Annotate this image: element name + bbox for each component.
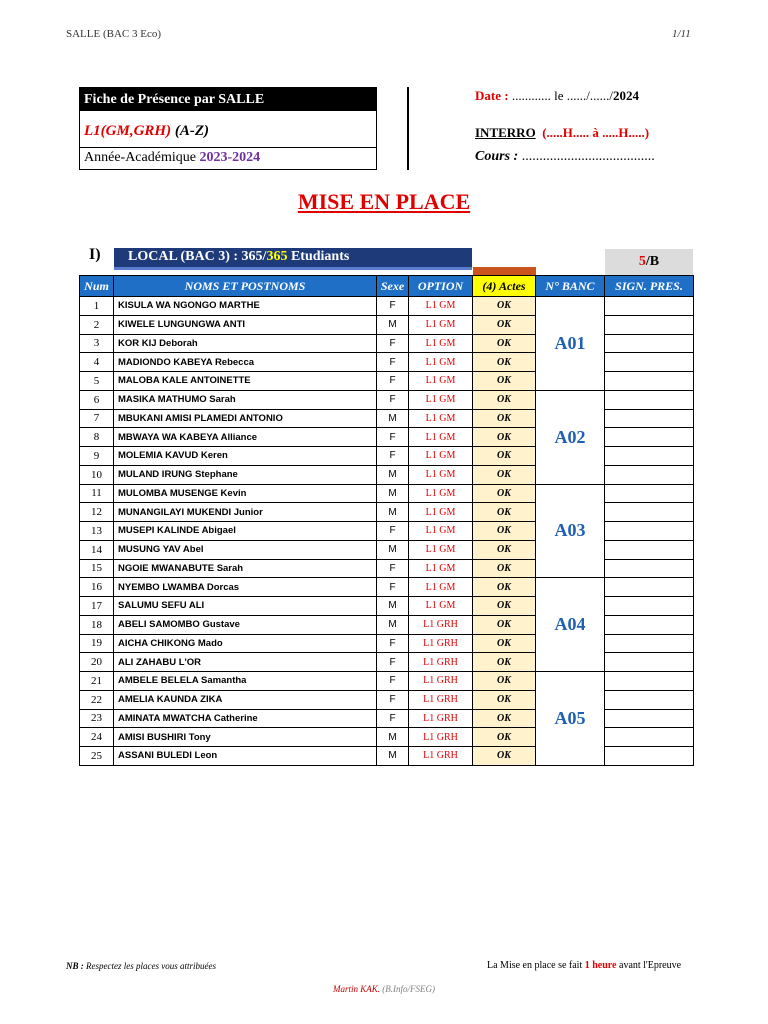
signature-cell[interactable] (605, 597, 694, 616)
student-sex: M (377, 409, 409, 428)
student-name: KIWELE LUNGUNGWA ANTI (114, 315, 377, 334)
actes-status: OK (473, 465, 536, 484)
student-name: ALI ZAHABU L'OR (114, 653, 377, 672)
signature-cell[interactable] (605, 297, 694, 316)
fiche-box (79, 87, 377, 170)
author-name: Martin KAK. (333, 984, 381, 994)
row-num: 17 (80, 597, 114, 616)
attendance-table (79, 275, 694, 766)
student-option: L1 GRH (409, 653, 473, 672)
row-num: 8 (80, 428, 114, 447)
local-count: 365 (266, 249, 288, 264)
signature-cell[interactable] (605, 709, 694, 728)
student-name: MUSUNG YAV Abel (114, 540, 377, 559)
student-name: MULOMBA MUSENGE Kevin (114, 484, 377, 503)
student-name: MADIONDO KABEYA Rebecca (114, 353, 377, 372)
row-num: 11 (80, 484, 114, 503)
interro-label: INTERRO (475, 125, 536, 140)
header-option: OPTION (409, 276, 473, 297)
student-sex: M (377, 597, 409, 616)
actes-status: OK (473, 709, 536, 728)
author-signature (0, 984, 768, 994)
salle-page-suffix: /B (645, 254, 660, 269)
signature-cell[interactable] (605, 540, 694, 559)
student-sex: F (377, 390, 409, 409)
student-sex: M (377, 728, 409, 747)
actes-status: OK (473, 672, 536, 691)
row-num: 9 (80, 447, 114, 466)
row-num: 7 (80, 409, 114, 428)
student-option: L1 GM (409, 484, 473, 503)
row-num: 12 (80, 503, 114, 522)
signature-cell[interactable] (605, 615, 694, 634)
table-row (80, 578, 694, 597)
student-name: NGOIE MWANABUTE Sarah (114, 559, 377, 578)
student-sex: F (377, 709, 409, 728)
row-num: 13 (80, 522, 114, 541)
header-num: Num (80, 276, 114, 297)
signature-cell[interactable] (605, 353, 694, 372)
student-name: MOLEMIA KAVUD Keren (114, 447, 377, 466)
student-sex: F (377, 634, 409, 653)
actes-status: OK (473, 653, 536, 672)
student-name: ASSANI BULEDI Leon (114, 747, 377, 766)
student-sex: F (377, 690, 409, 709)
row-num: 5 (80, 372, 114, 391)
table-row (80, 297, 694, 316)
academic-year (84, 150, 260, 166)
student-name: AMINATA MWATCHA Catherine (114, 709, 377, 728)
student-option: L1 GM (409, 465, 473, 484)
table-row (80, 390, 694, 409)
student-option: L1 GRH (409, 747, 473, 766)
student-sex: F (377, 653, 409, 672)
student-name: KISULA WA NGONGO MARTHE (114, 297, 377, 316)
actes-status: OK (473, 315, 536, 334)
signature-cell[interactable] (605, 559, 694, 578)
signature-cell[interactable] (605, 634, 694, 653)
student-sex: F (377, 353, 409, 372)
row-num: 6 (80, 390, 114, 409)
student-name: NYEMBO LWAMBA Dorcas (114, 578, 377, 597)
row-num: 22 (80, 690, 114, 709)
interro-value: (.....H..... à .....H.....) (542, 125, 650, 140)
timing-post: avant l'Epreuve (616, 960, 682, 971)
signature-cell[interactable] (605, 390, 694, 409)
student-option: L1 GM (409, 334, 473, 353)
header-names: NOMS ET POSTNOMS (114, 276, 377, 297)
actes-status: OK (473, 409, 536, 428)
header-actes: (4) Actes (473, 276, 536, 297)
row-num: 19 (80, 634, 114, 653)
section-number: I) (89, 246, 101, 263)
nb-note (66, 961, 216, 971)
student-option: L1 GM (409, 447, 473, 466)
student-option: L1 GRH (409, 672, 473, 691)
student-sex: F (377, 559, 409, 578)
signature-cell[interactable] (605, 522, 694, 541)
student-sex: M (377, 484, 409, 503)
actes-status: OK (473, 615, 536, 634)
actes-status: OK (473, 372, 536, 391)
student-name: MASIKA MATHUMO Sarah (114, 390, 377, 409)
signature-cell[interactable] (605, 372, 694, 391)
interro-line (475, 125, 649, 141)
row-num: 10 (80, 465, 114, 484)
vertical-separator (407, 87, 409, 170)
table-row (80, 672, 694, 691)
student-sex: M (377, 315, 409, 334)
actes-status: OK (473, 428, 536, 447)
local-prefix: LOCAL (BAC 3) : 365/ (128, 249, 267, 264)
student-name: AMISI BUSHIRI Tony (114, 728, 377, 747)
actes-status: OK (473, 334, 536, 353)
signature-cell[interactable] (605, 465, 694, 484)
student-option: L1 GRH (409, 690, 473, 709)
timing-note (487, 960, 681, 971)
local-underline (114, 267, 472, 270)
table-row (80, 484, 694, 503)
author-affiliation: (B.Info/FSEG) (380, 984, 435, 994)
student-name: ABELI SAMOMBO Gustave (114, 615, 377, 634)
actes-status: OK (473, 484, 536, 503)
bench-cell: A01 (536, 297, 605, 391)
running-header-left: SALLE (BAC 3 Eco) (66, 28, 162, 40)
signature-cell[interactable] (605, 334, 694, 353)
row-num: 3 (80, 334, 114, 353)
fiche-divider (80, 147, 376, 148)
student-option: L1 GM (409, 372, 473, 391)
bench-cell: A05 (536, 672, 605, 766)
header-banc: N° BANC (536, 276, 605, 297)
signature-cell[interactable] (605, 653, 694, 672)
date-year: 2024 (612, 88, 639, 103)
signature-cell[interactable] (605, 690, 694, 709)
student-option: L1 GM (409, 578, 473, 597)
fiche-class (84, 123, 209, 140)
row-num: 1 (80, 297, 114, 316)
signature-cell[interactable] (605, 747, 694, 766)
salle-page-box (605, 249, 693, 275)
student-name: AMELIA KAUNDA ZIKA (114, 690, 377, 709)
signature-cell[interactable] (605, 409, 694, 428)
row-num: 18 (80, 615, 114, 634)
nb-label: NB : (66, 961, 86, 971)
bench-cell: A02 (536, 390, 605, 484)
cours-dots: ...................................... (521, 149, 655, 164)
student-sex: F (377, 522, 409, 541)
student-option: L1 GM (409, 540, 473, 559)
signature-cell[interactable] (605, 447, 694, 466)
salle-page-number: 5 (638, 254, 646, 269)
student-name: MBUKANI AMISI PLAMEDI ANTONIO (114, 409, 377, 428)
signature-cell[interactable] (605, 428, 694, 447)
academic-year-label: Année-Académique (84, 150, 200, 165)
class-range: (A-Z) (171, 123, 209, 139)
fiche-title: Fiche de Présence par SALLE (80, 88, 376, 111)
student-name: AICHA CHIKONG Mado (114, 634, 377, 653)
date-dots: ............ (511, 88, 551, 103)
signature-cell[interactable] (605, 672, 694, 691)
bench-cell: A03 (536, 484, 605, 578)
student-option: L1 GRH (409, 709, 473, 728)
student-name: SALUMU SEFU ALI (114, 597, 377, 616)
student-name: MALOBA KALE ANTOINETTE (114, 372, 377, 391)
row-num: 14 (80, 540, 114, 559)
header-signature: SIGN. PRES. (605, 276, 694, 297)
student-name: MUSEPI KALINDE Abigael (114, 522, 377, 541)
actes-status: OK (473, 297, 536, 316)
actes-status: OK (473, 503, 536, 522)
row-num: 20 (80, 653, 114, 672)
row-num: 15 (80, 559, 114, 578)
student-option: L1 GRH (409, 728, 473, 747)
student-sex: M (377, 465, 409, 484)
page-counter: 1/11 (672, 28, 691, 40)
academic-year-value: 2023-2024 (199, 150, 261, 165)
student-sex: M (377, 503, 409, 522)
student-option: L1 GRH (409, 615, 473, 634)
student-option: L1 GM (409, 390, 473, 409)
signature-cell[interactable] (605, 503, 694, 522)
local-suffix: Etudiants (287, 249, 350, 264)
student-sex: F (377, 578, 409, 597)
actes-status: OK (473, 690, 536, 709)
date-line (475, 88, 639, 104)
student-name: MBWAYA WA KABEYA Alliance (114, 428, 377, 447)
page-title: MISE EN PLACE (297, 189, 471, 214)
row-num: 25 (80, 747, 114, 766)
row-num: 21 (80, 672, 114, 691)
student-option: L1 GM (409, 315, 473, 334)
student-sex: M (377, 540, 409, 559)
row-num: 2 (80, 315, 114, 334)
timing-highlight: 1 heure (584, 960, 617, 971)
nb-text: Respectez les places vous attribuées (86, 961, 216, 971)
student-sex: F (377, 334, 409, 353)
actes-status: OK (473, 747, 536, 766)
student-sex: F (377, 447, 409, 466)
bench-cell: A04 (536, 578, 605, 672)
date-label: Date : (475, 88, 512, 103)
student-sex: F (377, 297, 409, 316)
student-name: MUNANGILAYI MUKENDI Junior (114, 503, 377, 522)
timing-pre: La Mise en place se fait (487, 960, 585, 971)
actes-status: OK (473, 522, 536, 541)
student-option: L1 GM (409, 409, 473, 428)
student-option: L1 GM (409, 559, 473, 578)
student-name: AMBELE BELELA Samantha (114, 672, 377, 691)
actes-status: OK (473, 634, 536, 653)
student-sex: F (377, 428, 409, 447)
header-sex: Sexe (377, 276, 409, 297)
student-sex: F (377, 372, 409, 391)
row-num: 16 (80, 578, 114, 597)
date-mid: le ....../....../ (550, 88, 613, 103)
signature-cell[interactable] (605, 728, 694, 747)
attendance-body (80, 297, 694, 766)
cours-label: Cours : (475, 149, 522, 164)
student-name: KOR KIJ Deborah (114, 334, 377, 353)
student-sex: M (377, 615, 409, 634)
actes-status: OK (473, 597, 536, 616)
row-num: 24 (80, 728, 114, 747)
signature-cell[interactable] (605, 578, 694, 597)
student-option: L1 GM (409, 503, 473, 522)
student-option: L1 GM (409, 522, 473, 541)
table-header-row (80, 276, 694, 297)
student-option: L1 GRH (409, 634, 473, 653)
actes-marker-bar (473, 267, 536, 275)
row-num: 4 (80, 353, 114, 372)
actes-status: OK (473, 728, 536, 747)
actes-status: OK (473, 353, 536, 372)
signature-cell[interactable] (605, 484, 694, 503)
actes-status: OK (473, 578, 536, 597)
class-code: L1(GM,GRH) (84, 123, 172, 139)
actes-status: OK (473, 390, 536, 409)
row-num: 23 (80, 709, 114, 728)
student-sex: F (377, 672, 409, 691)
student-option: L1 GM (409, 353, 473, 372)
actes-status: OK (473, 559, 536, 578)
student-sex: M (377, 747, 409, 766)
signature-cell[interactable] (605, 315, 694, 334)
student-option: L1 GM (409, 428, 473, 447)
actes-status: OK (473, 540, 536, 559)
student-option: L1 GM (409, 297, 473, 316)
actes-status: OK (473, 447, 536, 466)
student-option: L1 GM (409, 597, 473, 616)
cours-line (475, 149, 655, 165)
student-name: MULAND IRUNG Stephane (114, 465, 377, 484)
